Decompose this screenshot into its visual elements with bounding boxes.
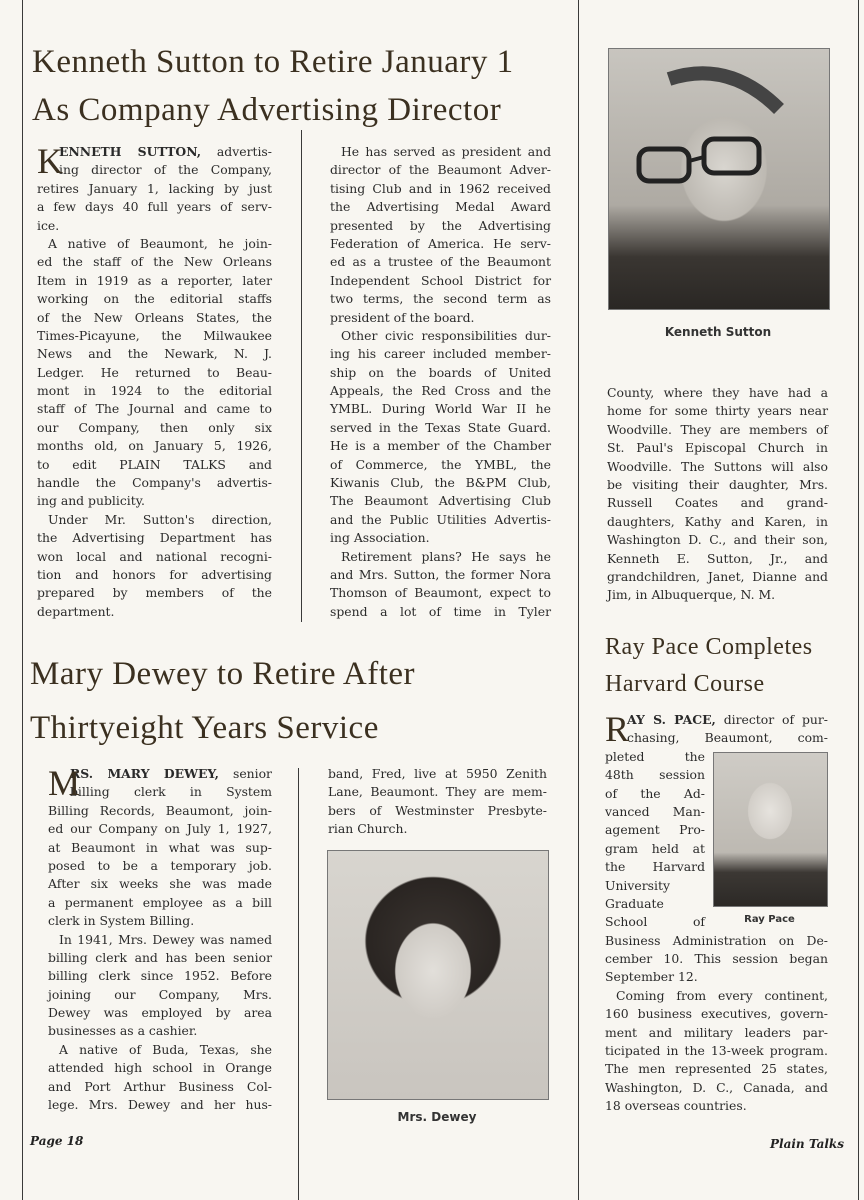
text-line: a few days 40 full years of serv- <box>37 199 272 215</box>
text-line: gram held at <box>605 840 705 856</box>
text-line: Under Mr. Sutton's direction, <box>48 511 272 527</box>
drop-cap: R <box>605 709 630 749</box>
text-line: clerk in System Billing. <box>48 913 195 929</box>
paragraph <box>605 987 828 1116</box>
text-line: ticipated in the 13-week program. <box>605 1043 828 1059</box>
text-line: our Company, then only six <box>37 419 272 435</box>
text-line: of Commerce, the YMBL, the <box>330 456 551 472</box>
mary-dewey-photo <box>327 850 549 1100</box>
drop-cap: M <box>48 763 81 803</box>
paragraph <box>330 548 551 622</box>
column-divider-dewey <box>298 768 299 1200</box>
text-line: ed our Company on July 1, 1927, <box>48 821 272 837</box>
text-line: Item in 1919 as a reporter, later <box>37 272 272 288</box>
text-line: Woodville. They are members of <box>607 421 828 437</box>
page-border-right <box>858 0 859 1200</box>
text-line: director of the Beaumont Adver- <box>330 162 551 178</box>
text-line: Jim, in Albuquerque, N. M. <box>607 587 776 603</box>
text-line: Business Administration on De- <box>605 932 828 948</box>
sutton-column-2 <box>330 143 551 621</box>
text-line: ed as a trustee of the Beaumont <box>330 254 551 270</box>
text-line: 48th session <box>605 767 705 783</box>
text-line: Graduate <box>605 895 664 911</box>
text-line: Kenneth E. Sutton, Jr., and <box>607 550 828 566</box>
page-border-left <box>22 0 23 1200</box>
text-line: billing clerk and has been senior <box>48 949 272 965</box>
text-line: joining our Company, Mrs. <box>48 986 272 1002</box>
text-line: tion and honors for advertising <box>37 566 272 582</box>
text-line: ship on the boards of United <box>330 364 551 380</box>
text-line: spend a lot of time in Tyler <box>330 603 551 619</box>
text-line: Times-Picayune, the Milwaukee <box>37 327 272 343</box>
text-line: two terms, the second term as <box>330 291 551 307</box>
sutton-headline-line1: Kenneth Sutton to Retire January 1 <box>32 44 514 80</box>
text-line: The men represented 25 states, <box>605 1061 828 1077</box>
text-line: to edit PLAIN TALKS and <box>37 456 272 472</box>
pace-headline-line1: Ray Pace Completes <box>605 634 813 660</box>
text-line: Washington D. C., and their son, <box>607 532 828 548</box>
text-line: Federation of America. He serv- <box>330 235 551 251</box>
lead-rest: director of pur- <box>715 712 828 727</box>
text-line: County, where they have had a <box>607 385 828 400</box>
text-line: News and the Newark, N. J. <box>37 346 272 362</box>
pace-headline-line2: Harvard Course <box>605 671 765 697</box>
lead-in: AY S. PACE, <box>627 712 716 727</box>
lead-rest: senior <box>219 766 272 781</box>
text-line <box>605 711 828 729</box>
text-line: businesses as a cashier. <box>48 1023 198 1039</box>
text-line: ment and military leaders par- <box>605 1024 828 1040</box>
lead-in: ENNETH SUTTON, <box>59 144 202 159</box>
text-line: at Beaumont in what was sup- <box>48 839 272 855</box>
text-line: president of the board. <box>330 309 475 325</box>
text-line: 160 business executives, govern- <box>605 1006 828 1022</box>
column-divider-main <box>578 0 579 1200</box>
text-line: ing and publicity. <box>37 493 145 509</box>
text-line: mont in 1924 to the editorial <box>37 383 272 399</box>
text-line: tising Club and in 1962 received <box>330 180 551 196</box>
ray-pace-caption: Ray Pace <box>744 914 795 925</box>
text-line: agement Pro- <box>605 822 705 838</box>
text-line <box>48 765 272 783</box>
paragraph <box>37 143 272 235</box>
column-divider-sutton <box>301 130 302 622</box>
text-line: and Port Arthur Business Col- <box>48 1078 272 1094</box>
paragraph <box>328 765 547 839</box>
text-line: band, Fred, live at 5950 Zenith <box>328 766 547 781</box>
text-line: vanced Man- <box>605 803 705 819</box>
kenneth-sutton-photo <box>608 48 830 310</box>
sutton-column-1 <box>37 143 272 621</box>
text-line: served in the Texas State Guard. <box>330 419 551 435</box>
sutton-headline-line2: As Company Advertising Director <box>32 92 502 128</box>
paragraph <box>48 931 272 1041</box>
dewey-headline-line2: Thirtyeight Years Service <box>30 710 379 746</box>
text-line: presented by the Advertising <box>330 217 551 233</box>
text-line: Ledger. He returned to Beau- <box>37 364 272 380</box>
paragraph <box>48 765 272 931</box>
paragraph <box>607 384 828 605</box>
text-line: billing clerk since 1952. Before <box>48 968 272 984</box>
text-line: attended high school in Orange <box>48 1060 272 1076</box>
dewey-column-2 <box>328 765 547 839</box>
text-line: the Advertising Department has <box>37 530 272 546</box>
publication-name: Plain Talks <box>770 1137 845 1151</box>
text-line: of the Ad- <box>605 785 705 801</box>
text-line: Retirement plans? He says he <box>341 548 551 564</box>
text-line: and the Public Utilities Advertis- <box>330 511 551 527</box>
text-line: months old, on January 5, 1926, <box>37 438 272 454</box>
text-line: prepared by members of the <box>37 585 272 601</box>
page-number: Page 18 <box>30 1134 84 1148</box>
text-line: Kiwanis Club, the B&PM Club, <box>330 475 551 491</box>
text-line: working on the editorial staffs <box>37 291 272 307</box>
portrait-glasses-icon <box>609 49 829 309</box>
text-line: the Harvard <box>605 859 705 875</box>
text-line: September 12. <box>605 969 698 985</box>
text-line: daughters, Kathy and Karen, in <box>607 513 828 529</box>
text-line: 18 overseas countries. <box>605 1098 747 1114</box>
text-line: won local and national recogni- <box>37 548 272 564</box>
text-line: He has served as president and <box>341 144 551 159</box>
drop-cap: K <box>37 141 63 181</box>
text-line: staff of The Journal and came to <box>37 401 272 417</box>
text-line: posed to be a temporary job. <box>48 857 272 873</box>
text-line: A native of Buda, Texas, she <box>59 1041 272 1057</box>
dewey-column-1 <box>48 765 272 1114</box>
paragraph <box>37 511 272 621</box>
text-line: In 1941, Mrs. Dewey was named <box>59 931 272 947</box>
text-line: handle the Company's advertis- <box>37 475 272 491</box>
text-line <box>37 143 272 161</box>
ray-pace-photo <box>713 752 828 907</box>
text-line: and Mrs. Sutton, the former Nora <box>330 566 551 582</box>
text-line: Dewey was employed by area <box>48 1005 272 1021</box>
text-line: St. Paul's Episcopal Church in <box>607 440 828 456</box>
text-line: University <box>605 877 670 893</box>
mary-dewey-caption: Mrs. Dewey <box>397 1110 477 1124</box>
text-line: retires January 1, lacking by just <box>37 180 272 196</box>
text-line: ing his career included member- <box>330 346 551 362</box>
text-line: ing director of the Company, <box>59 162 272 178</box>
text-line: Russell Coates and grand- <box>607 495 828 511</box>
text-line: of the New Orleans States, the <box>37 309 272 325</box>
text-line: Appeals, the Red Cross and the <box>330 383 551 399</box>
text-line: Independent School District for <box>330 272 551 288</box>
text-line: lege. Mrs. Dewey and her hus- <box>48 1097 272 1113</box>
text-line: He is a member of the Chamber <box>330 438 551 454</box>
text-line: ed the staff of the New Orleans <box>37 254 272 270</box>
paragraph <box>48 1041 272 1115</box>
text-line: a permanent employee as a bill <box>48 894 272 910</box>
text-line: the Advertising Medal Award <box>330 199 551 215</box>
text-line: chasing, Beaumont, com- <box>627 730 828 746</box>
text-line: A native of Beaumont, he join- <box>48 235 272 251</box>
text-line: Thomson of Beaumont, expect to <box>330 585 551 601</box>
text-line: rian Church. <box>328 821 408 837</box>
lead-in: RS. MARY DEWEY, <box>70 766 219 781</box>
text-line: pleted the <box>605 748 705 764</box>
paragraph <box>330 143 551 327</box>
text-line: Lane, Beaumont. They are mem- <box>328 784 547 800</box>
paragraph <box>37 235 272 511</box>
paragraph <box>330 327 551 548</box>
text-line: Billing Records, Beaumont, join- <box>48 802 272 818</box>
text-line: home for some thirty years near <box>607 403 828 419</box>
dewey-headline-line1: Mary Dewey to Retire After <box>30 656 416 692</box>
text-line: cember 10. This session began <box>605 951 828 967</box>
kenneth-sutton-caption: Kenneth Sutton <box>664 325 772 339</box>
text-line: School of <box>605 914 705 930</box>
text-line: grandchildren, Janet, Dianne and <box>607 568 828 584</box>
text-line: department. <box>37 603 115 619</box>
lead-rest: advertis- <box>201 144 272 159</box>
text-line: billing clerk in System <box>70 784 272 800</box>
text-line: The Beaumont Advertising Club <box>330 493 551 509</box>
text-line: Woodville. The Suttons will also <box>607 458 828 474</box>
text-line: bers of Westminster Presbyte- <box>328 802 547 818</box>
text-line: be visiting their daughter, Mrs. <box>607 476 828 492</box>
text-line: Other civic responsibilities dur- <box>341 327 551 343</box>
text-line: ing Association. <box>330 530 430 546</box>
text-line: YMBL. During World War II he <box>330 401 551 417</box>
text-line: Coming from every continent, <box>616 987 828 1003</box>
text-line: After six weeks she was made <box>48 876 272 892</box>
text-line: ice. <box>37 217 60 233</box>
text-line: Washington, D. C., Canada, and <box>605 1079 828 1095</box>
sutton-column-3 <box>607 384 828 605</box>
